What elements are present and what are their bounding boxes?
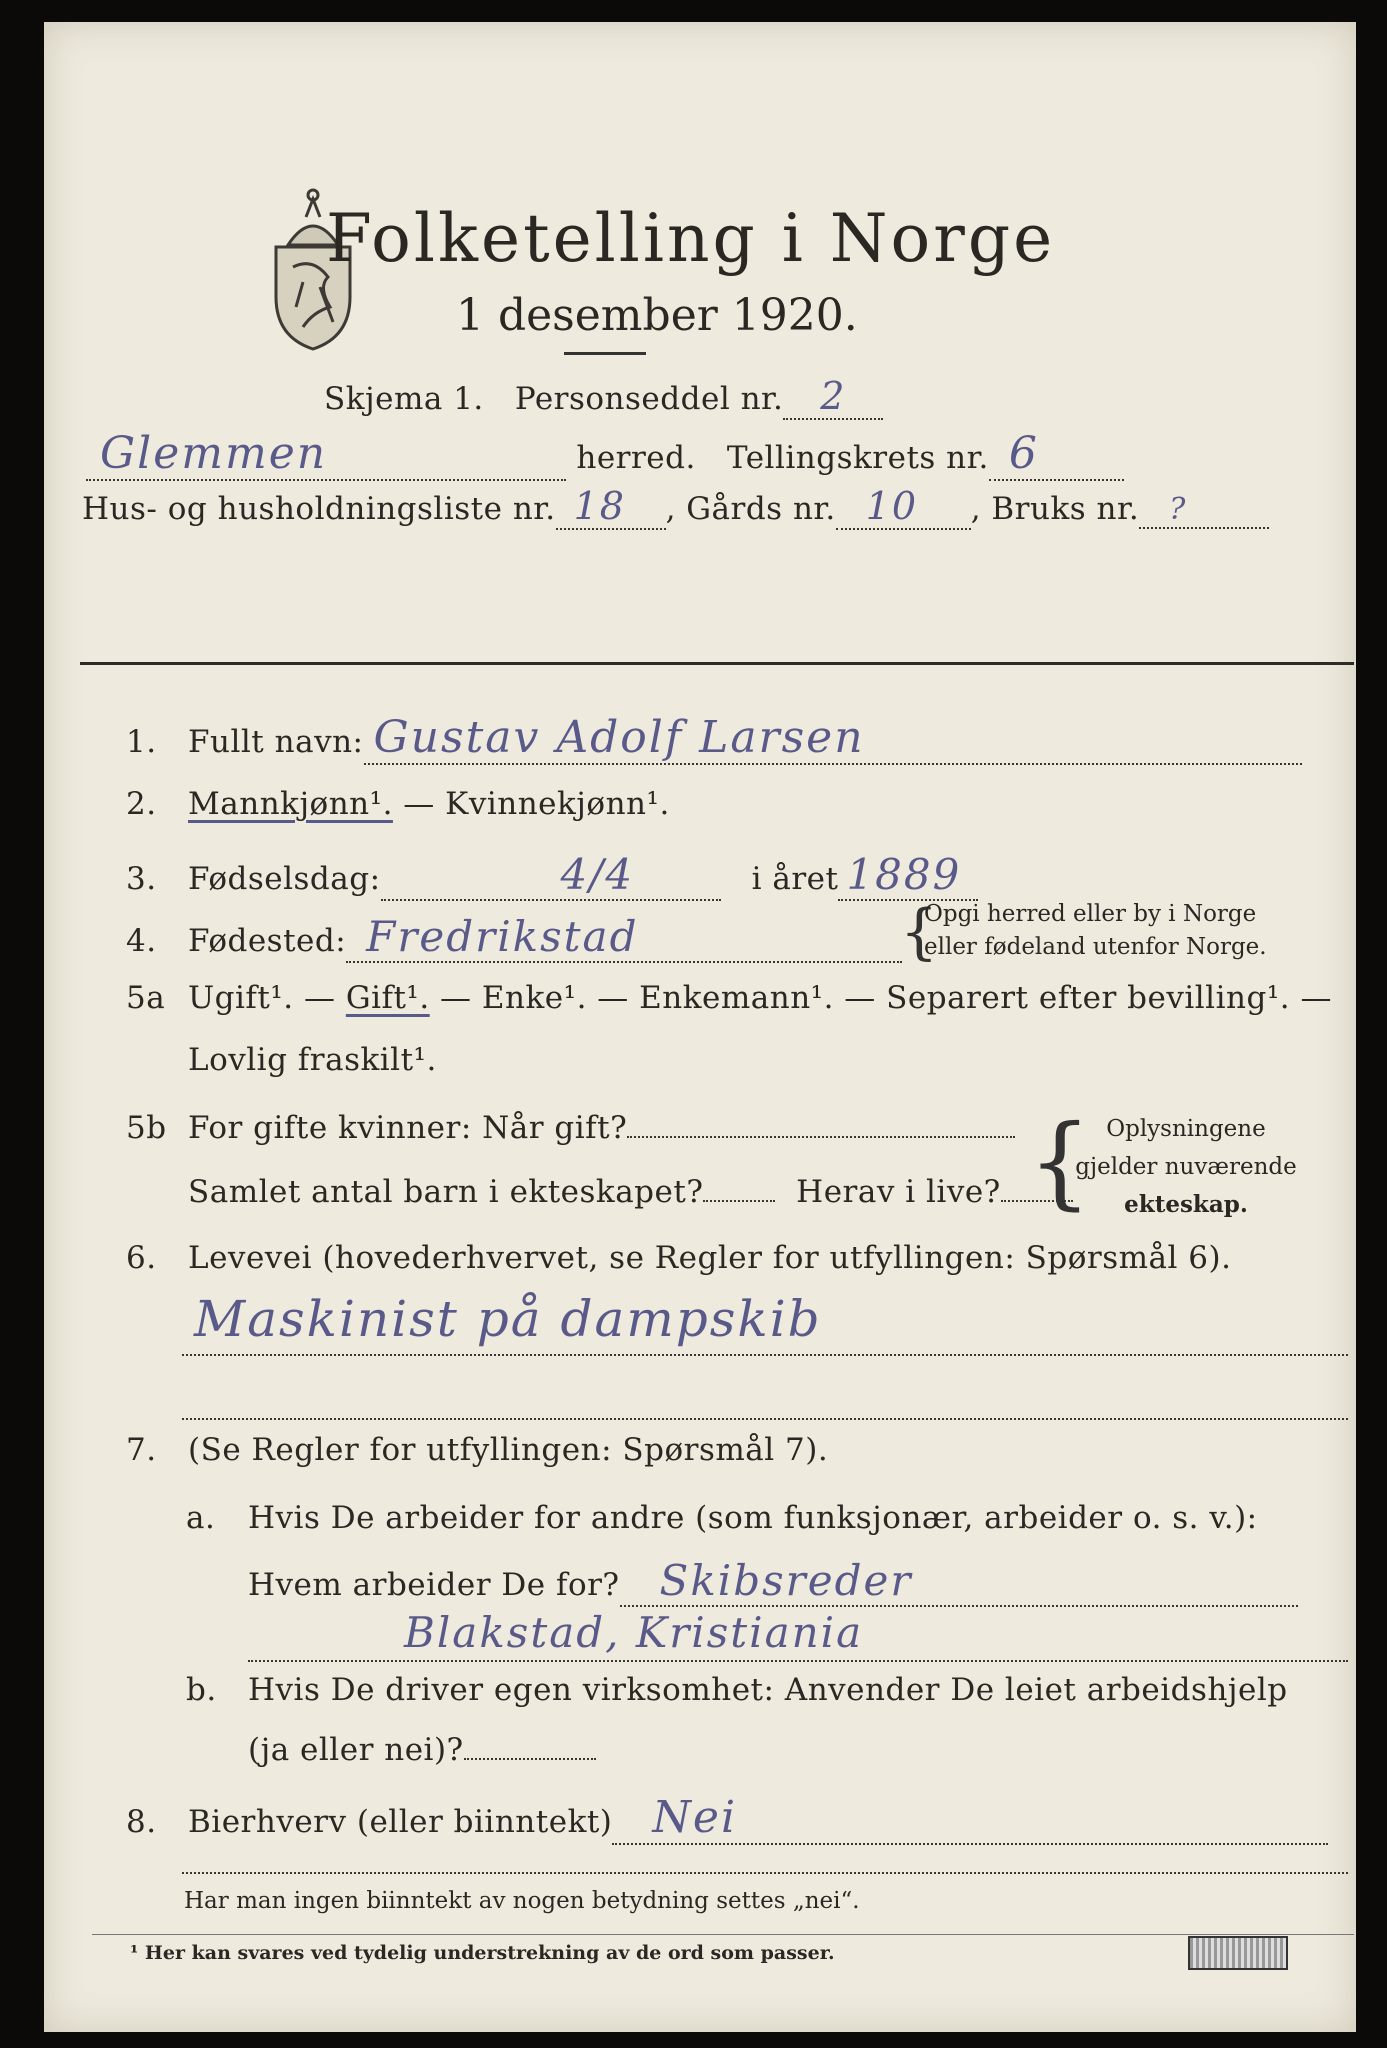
q7b-answer-row <box>248 1732 596 1768</box>
skjema-row <box>324 374 883 420</box>
employer-value-2: Blakstad, Kristiania <box>404 1608 864 1657</box>
birth-year-value: 1889 <box>846 850 962 899</box>
alive-label: Herav i live? <box>796 1174 1001 1210</box>
q4-row <box>126 912 902 963</box>
birthday-value: 4/4 <box>560 850 635 899</box>
hired-help-field[interactable] <box>464 1758 596 1760</box>
q7-row <box>126 1432 828 1468</box>
tellingskrets-label: Tellingskrets nr. <box>726 440 989 476</box>
footnote: ¹ Her kan svares ved tydelig understrekning av de ord som passer. <box>130 1942 835 1964</box>
census-form <box>44 22 1356 2032</box>
birthplace-field[interactable] <box>346 912 902 963</box>
q5b-brace: { <box>1028 1103 1092 1220</box>
q7-number: 7. <box>126 1432 157 1468</box>
q1-number: 1. <box>126 724 157 760</box>
q2-row <box>126 786 670 822</box>
herred-row <box>86 428 1124 481</box>
birth-year-field[interactable] <box>838 850 978 901</box>
q7a-label: Hvis De arbeider for andre (som funksjonær, arbeider o. s. v.): <box>248 1500 1258 1536</box>
personseddel-label: Personseddel nr. <box>514 381 784 417</box>
q4-label: Fødested: <box>188 923 347 959</box>
personseddel-value: 2 <box>820 374 847 418</box>
full-name-value: Gustav Adolf Larsen <box>373 712 865 763</box>
gards-field[interactable] <box>836 484 971 530</box>
divorced-option[interactable]: Lovlig fraskilt¹. <box>188 1042 437 1078</box>
q4-brace: { <box>900 897 939 967</box>
q3-number: 3. <box>126 861 157 897</box>
q7b-label: Hvis De driver egen virksomhet: Anvender De leiet arbeidshjelp <box>248 1672 1288 1708</box>
employer-field[interactable] <box>620 1556 1298 1607</box>
q7a-row <box>186 1500 1258 1536</box>
status-options-rest[interactable]: — Enke¹. — Enkemann¹. — Separert efter bevilling¹. — <box>429 980 1332 1016</box>
occupation-value: Maskinist på dampskib <box>194 1290 822 1348</box>
side-income-field[interactable] <box>612 1792 1328 1845</box>
when-married-label: For gifte kvinner: Når gift? <box>188 1110 628 1146</box>
form-title: Folketelling i Norge <box>326 200 1056 277</box>
herred-value: Glemmen <box>100 428 328 479</box>
bruks-field[interactable] <box>1139 491 1269 529</box>
occupation-line-1[interactable] <box>182 1354 1348 1356</box>
employer-label: Hvem arbeider De for? <box>248 1567 620 1603</box>
hired-help-label: (ja eller nei)? <box>248 1732 464 1768</box>
bruks-label: , Bruks nr. <box>970 491 1140 527</box>
when-married-field[interactable] <box>627 1136 1015 1138</box>
bruks-value: ? <box>1169 492 1188 527</box>
side-income-line-2[interactable] <box>182 1872 1348 1874</box>
personseddel-field[interactable] <box>783 374 883 420</box>
footer-divider <box>92 1934 1354 1935</box>
q8-number: 8. <box>126 1804 157 1840</box>
birthday-field[interactable] <box>381 850 721 901</box>
occupation-line-2[interactable] <box>182 1418 1348 1420</box>
year-label: i året <box>751 861 839 897</box>
q1-label: Fullt navn: <box>188 724 364 760</box>
tellingskrets-field[interactable] <box>989 428 1124 481</box>
q5b-note <box>1056 1110 1316 1224</box>
q5a-number: 5a <box>126 980 166 1016</box>
full-name-field[interactable] <box>364 712 1302 765</box>
hus-value: 18 <box>573 484 626 528</box>
q7a-employer-row <box>248 1556 1298 1607</box>
q1-row <box>126 712 1302 765</box>
q6-number: 6. <box>126 1240 157 1276</box>
q5b-row2 <box>188 1174 1073 1210</box>
q8-row <box>126 1792 1328 1845</box>
q2-separator: — <box>392 786 446 822</box>
q5b-note-line1: Oplysningene <box>1106 1116 1266 1142</box>
q4-note <box>924 898 1267 964</box>
q5b-row <box>126 1110 1015 1146</box>
married-option[interactable]: Gift¹. <box>345 980 430 1016</box>
q7b-row <box>186 1672 1288 1708</box>
q8-label: Bierhverv (eller biinntekt) <box>188 1804 613 1840</box>
q5a-row <box>126 980 1332 1016</box>
archive-stamp <box>1188 1936 1288 1970</box>
q4-note-line2: eller fødeland utenfor Norge. <box>924 934 1267 960</box>
q5b-number: 5b <box>126 1110 167 1146</box>
birthplace-value: Fredrikstad <box>366 912 639 961</box>
tellingskrets-value: 6 <box>1008 428 1039 479</box>
gards-label: , Gårds nr. <box>665 491 836 527</box>
children-field[interactable] <box>703 1200 775 1202</box>
hus-label: Hus- og husholdningsliste nr. <box>82 491 556 527</box>
unmarried-option[interactable]: Ugift¹. — <box>188 980 346 1016</box>
q6-row <box>126 1240 1231 1276</box>
q3-label: Fødselsdag: <box>188 861 381 897</box>
herred-label: herred. <box>576 440 696 476</box>
employer-line-2[interactable] <box>248 1660 1348 1662</box>
header-divider-line <box>80 662 1354 665</box>
q7-label: (Se Regler for utfyllingen: Spørsmål 7). <box>188 1432 829 1468</box>
side-income-value: Nei <box>652 1792 738 1843</box>
employer-value-1: Skibsreder <box>659 1556 913 1605</box>
female-option[interactable]: Kvinnekjønn¹. <box>445 786 670 822</box>
footer-note: Har man ingen biinntekt av nogen betydning settes „nei“. <box>184 1888 860 1914</box>
q2-number: 2. <box>126 786 157 822</box>
q4-note-line1: Opgi herred eller by i Norge <box>924 901 1257 927</box>
herred-field[interactable] <box>86 428 566 481</box>
hus-field[interactable] <box>556 484 666 530</box>
census-date: 1 desember 1920. <box>456 290 858 341</box>
q7a-number: a. <box>186 1500 216 1536</box>
q4-number: 4. <box>126 923 157 959</box>
skjema-label: Skjema 1. <box>324 381 484 417</box>
hus-row <box>82 484 1269 530</box>
q6-label: Levevei (hovederhvervet, se Regler for utfyllingen: Spørsmål 6). <box>188 1240 1232 1276</box>
q5b-note-line3: ekteskap. <box>1124 1191 1248 1218</box>
q5b-note-line2: gjelder nuværende <box>1075 1154 1297 1180</box>
gards-value: 10 <box>865 484 919 528</box>
children-label: Samlet antal barn i ekteskapet? <box>188 1174 704 1210</box>
title-divider <box>564 352 646 355</box>
q3-row <box>126 850 978 901</box>
male-option[interactable]: Mannkjønn¹. <box>188 786 393 822</box>
q7b-number: b. <box>186 1672 217 1708</box>
